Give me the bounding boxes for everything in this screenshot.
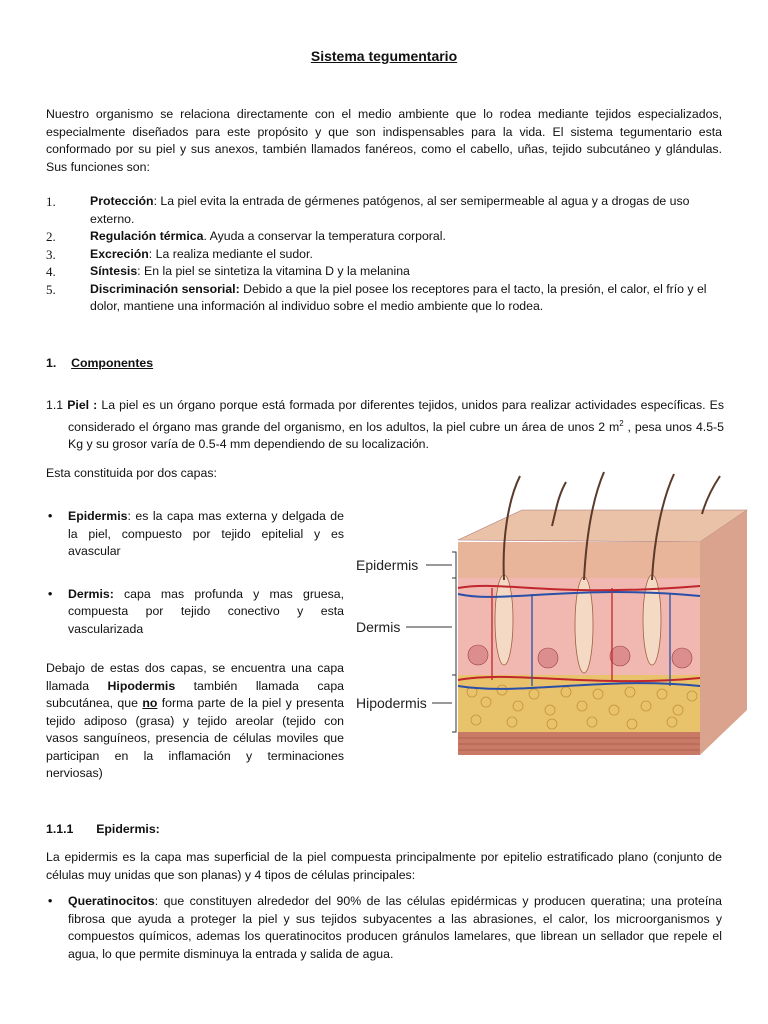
function-text: La realiza mediante el sudor. (152, 246, 313, 261)
list-number: 5. (46, 281, 56, 297)
epidermis-paragraph: La epidermis es la capa mas superficial de la piel compuesta principalmente por epitelio estratificado plano (conjunto de células muy unidas que son planas) y 4 tipos de células principales: (46, 850, 722, 882)
cell-types-list (46, 893, 722, 963)
bullet-icon: • (48, 586, 53, 601)
list-item (46, 193, 722, 228)
page-title: Sistema tegumentario (310, 48, 458, 64)
function-sep: : (137, 264, 141, 278)
layer-epidermis (458, 542, 700, 578)
label-hipodermis: Hipodermis (356, 695, 427, 711)
subsection-title: Epidermis: (96, 822, 160, 836)
label-dermis: Dermis (356, 619, 401, 635)
piel-paragraph (46, 397, 724, 454)
list-item (46, 586, 344, 639)
function-term: Excreción (90, 246, 149, 261)
bullet-icon: • (48, 509, 53, 523)
list-item (46, 246, 722, 264)
hipodermis-text-b: también llamada capa subcutánea, que (46, 678, 344, 710)
capas-intro: Esta constituida por dos capas: (46, 466, 217, 480)
capa-term: Epidermis (68, 509, 128, 523)
hipodermis-paragraph (46, 660, 344, 783)
list-number: 1. (46, 194, 56, 209)
list-item (46, 263, 722, 281)
skin-diagram (352, 470, 752, 770)
subsection-heading (46, 822, 160, 836)
capa-sep: : (127, 509, 131, 523)
capa-text: es la capa mas externa y delgada de la piel, compuesto por tejido epitelial y es avascular (68, 509, 344, 558)
capa-term: Dermis: (68, 586, 114, 601)
emphasis-no: no (142, 696, 158, 710)
capa-text: capa mas profunda y mas gruesa, compuesta por tejido conectivo y esta vascularizada (68, 586, 344, 636)
list-number: 2. (46, 229, 56, 244)
piel-text-a: La piel es un órgano porque está formada por diferentes tejidos, unidos para realizar actividades específicas. Es considerado el órgano mas grande del organismo, en los adultos, la piel cubre un área de unos 2 m (68, 398, 724, 434)
skin-surface (458, 510, 747, 542)
section-number: 1. (46, 356, 57, 370)
function-term: Discriminación sensorial: (90, 281, 240, 296)
function-term: Protección (90, 194, 154, 208)
functions-list (46, 193, 722, 316)
function-sep: : (148, 246, 153, 261)
bracket-dermis (452, 578, 456, 675)
hipodermis-text-c: forma parte de la piel y presenta tejido adiposo (grasa) y tejido areolar (tejido con vasos sanguíneos, presencia de células moviles que participan en la inflamación y terminaciones nerviosas) (46, 696, 344, 780)
function-sep: . (203, 229, 207, 243)
function-text: En la piel se sintetiza la vitamina D y la melanina (140, 264, 410, 278)
list-item (46, 228, 722, 246)
cell-text: : que constituyen alrededor del 90% de las células epidérmicas y producen queratina; una proteína fibrosa que ayuda a proteger la piel y sus tejidos subyacentes a las abrasiones, el calor, los microorganismos y compuestos químicos, ademas los queratinocitos producen gránulos lamelares, que librean un sellador que repele el agua, lo que permite disminuya la entrada y salida de agua. (68, 894, 722, 961)
bracket-epidermis (452, 552, 456, 578)
hipodermis-text-a: Debajo de estas dos capas, se encuentra una capa llamada (46, 661, 344, 693)
section-heading (46, 356, 153, 370)
piel-term: Piel : (67, 398, 98, 412)
function-text: Debido a que la piel posee los receptores para el tacto, la presión, el calor, el frío y el dolor, mantiene una información al individuo sobre el medio ambiente que lo rodea. (90, 281, 707, 313)
capas-list (46, 508, 344, 638)
superscript: 2 (619, 418, 624, 428)
skin-side (700, 510, 747, 755)
bullet-icon: • (48, 894, 53, 908)
label-epidermis: Epidermis (356, 557, 419, 573)
function-sep: : (153, 194, 157, 208)
list-number: 4. (46, 264, 56, 279)
function-text: La piel evita la entrada de gérmenes patógenos, al ser semipermeable al agua y a drogas de uso externo. (90, 194, 690, 226)
function-text: Ayuda a conservar la temperatura corporal. (206, 229, 446, 243)
piel-text-b: , pesa unos 4.5-5 Kg y su grosor varía de 0.5-4 mm dependiendo de su localización. (68, 419, 724, 452)
list-number: 3. (46, 246, 56, 262)
function-term: Síntesis (90, 264, 138, 278)
list-item (46, 893, 722, 963)
bracket-hipodermis (452, 675, 456, 732)
subsection-number: 1.1 (46, 398, 64, 412)
intro-paragraph: Nuestro organismo se relaciona directamente con el medio ambiente que lo rodea mediante tejidos especializados, especialmente diseñados para este propósito y que son indispensables para la vida. El sistema tegumentario esta conformado por su piel y sus anexos, también llamados fanéreos, como el cabello, uñas, tejido subcutáneo y glándulas. Sus funciones son: (46, 107, 722, 174)
section-title: Componentes (71, 356, 154, 370)
cell-term: Queratinocitos (68, 894, 155, 908)
skin-block (458, 472, 747, 755)
layer-muscle (458, 732, 700, 755)
subsection-number: 1.1.1 (46, 822, 74, 836)
hipodermis-term: Hipodermis (107, 678, 176, 693)
function-term: Regulación térmica (90, 229, 204, 243)
list-item (46, 281, 722, 316)
list-item (46, 508, 344, 561)
